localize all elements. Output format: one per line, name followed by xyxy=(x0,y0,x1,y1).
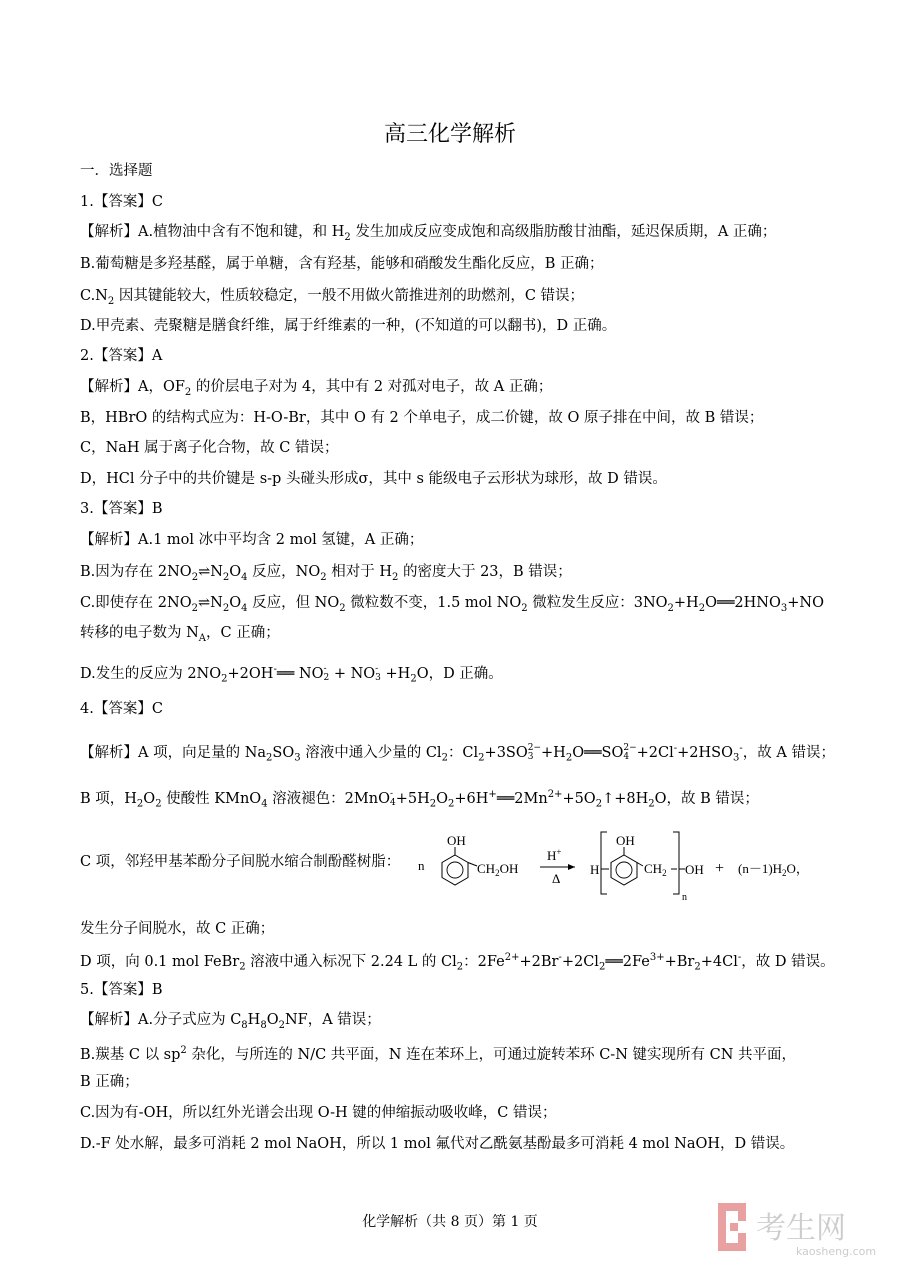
logo-url: kaosheng.com xyxy=(796,1245,877,1258)
heat-label: Δ xyxy=(552,871,561,886)
q1-explain-a: 【解析】A.植物油中含有不饱和键，和 $H_2$ 发生加成反应变成饱和高级脂肪酸甘油酯，延迟保质期，A 正确； xyxy=(80,224,777,243)
q2-explain-c: C，NaH 属于离子化合物，故 C 错误； xyxy=(80,440,339,456)
product-benzene-ring xyxy=(611,855,637,885)
q3-explain-c2: 转移的电子数为 $N_A$，C 正确； xyxy=(80,625,280,644)
reactant-n-label: n xyxy=(418,858,425,873)
q5-answer: 5.【答案】B xyxy=(80,982,163,998)
page-footer: 化学解析（共 8 页）第 1 页 xyxy=(362,1214,538,1230)
q1-explain-d: D.甲壳素、壳聚糖是膳食纤维，属于纤维素的一种，(不知道的可以翻书)，D 正确。 xyxy=(80,318,617,334)
q3-explain-d: D.发生的反应为 $2NO_2+2OH^-══$ NO - 2 + NO - 3 $+H_2O$，D 正确。 xyxy=(80,663,503,685)
reactant-oh-label: OH xyxy=(447,833,466,848)
q5-explain-b: B.羰基 C 以 $sp^2$ 杂化，与所连的 N/C 共平面，N 连在苯环上，可通过旋转苯环 C-N 键实现所有 CN 共平面， xyxy=(80,1045,796,1063)
page-title: 高三化学解析 xyxy=(383,122,516,147)
logo-text: 考生网 xyxy=(756,1211,846,1246)
equilibrium-arrow-icon: ⇌ xyxy=(197,595,211,611)
plus-sign: + xyxy=(715,860,725,877)
kaosheng-watermark-logo xyxy=(716,1195,886,1263)
q5-explain-a: 【解析】A.分子式应为 $C_8H_8O_2NF$，A 错误； xyxy=(80,1012,381,1031)
q4-explain-c: C 项，邻羟甲基苯酚分子间脱水缩合制酚醛树脂： xyxy=(80,854,401,870)
q4-explain-d: D 项，向 0.1 mol FeBr$_2$ 溶液中通入标况下 2.24 L 的 $Cl_2$：$2Fe^{2+}+2Br^-+2Cl_2══2Fe^{3+}+Br_2+4Cl^-$，故 D 错误。 xyxy=(80,952,835,973)
q1-answer: 1.【答案】C xyxy=(80,194,163,210)
q4-explain-c2: 发生分子间脱水，故 C 正确； xyxy=(80,921,275,937)
q5-explain-b2: B 正确； xyxy=(80,1074,139,1090)
equilibrium-arrow-icon: ⇌ xyxy=(198,564,211,580)
product-oh-label: OH xyxy=(616,833,635,848)
q3-explain-a: 【解析】A.1 mol 冰中平均含 2 mol 氢键，A 正确； xyxy=(80,532,424,548)
q3-explain-b: B.因为存在 $2NO_2\rightleftharpoons N_2O_4$ 反应，$NO_2$ 相对于 $H_2$ 的密度大于 23，B 错误； xyxy=(80,564,572,583)
q2-explain-b: B，HBrO 的结构式应为：H-O-Br，其中 O 有 2 个单电子，成二价键，故 O 原子排在中间，故 B 错误； xyxy=(80,410,764,426)
q4-explain-a: 【解析】A 项，向足量的 $Na_2SO_3$ 溶液中通入少量的 $Cl_2$：$Cl_2+3SO$ 2− 3 $+H_2O══SO$ 2− 4 $+2Cl^-+2HSO_3^-$，故 A 错误； xyxy=(80,742,835,764)
right-bracket xyxy=(673,832,679,894)
water-label: $(n-1)H_2O$， xyxy=(738,861,809,878)
catalyst-label: H+ xyxy=(547,847,562,863)
q3-answer: 3.【答案】B xyxy=(80,501,163,517)
q2-explain-a: 【解析】A，$OF_2$ 的价层电子对为 4，其中有 2 对孤对电子，故 A 正确； xyxy=(80,379,553,398)
product-h-label: H xyxy=(590,862,600,877)
q1-explain-b: B.葡萄糖是多羟基醛，属于单糖，含有羟基，能够和硝酸发生酯化反应，B 正确； xyxy=(80,256,604,272)
phenol-formaldehyde-reaction-diagram xyxy=(415,828,835,903)
logo-mark-icon xyxy=(718,1203,746,1251)
section-heading: 一．选择题 xyxy=(80,163,153,179)
q1-explain-c: $C.N_2$ 因其键能较大，性质较稳定，一般不用做火箭推进剂的助燃剂，C 错误； xyxy=(80,288,585,307)
q4-explain-b: B 项，$H_2O_2$ 使酸性 KMnO$_4$ 溶液褪色：2MnO - 4 $+5H_2O_2+6H^+══2Mn^{2+}+5O_2↑+8H_2O$，故 B 错误； xyxy=(80,788,759,810)
product-ch2-label: $CH_2$ xyxy=(644,861,667,878)
q2-answer: 2.【答案】A xyxy=(80,348,163,364)
q4-answer: 4.【答案】C xyxy=(80,701,163,717)
reactant-ch2oh-label: $CH_2OH$ xyxy=(477,861,519,878)
q3-explain-c: C.即使存在 $2NO_2\rightleftharpoons N_2O_4$ 反应，但 $NO_2$ 微粒数不变，1.5 mol $NO_2$ 微粒发生反应：$3NO_2+H_2O══2HNO_3+NO$ xyxy=(80,595,824,614)
repeat-unit-n: n xyxy=(682,892,687,903)
q5-explain-c: C.因为有-OH，所以红外光谱会出现 O-H 键的伸缩振动吸收峰，C 错误； xyxy=(80,1105,557,1121)
reactant-benzene-ring xyxy=(442,855,468,885)
q2-explain-d: D，HCl 分子中的共价键是 s-p 头碰头形成σ，其中 s 能级电子云形状为球形，故 D 错误。 xyxy=(80,471,667,487)
product-end-oh-label: OH xyxy=(685,862,704,877)
q5-explain-d: D.-F 处水解，最多可消耗 2 mol NaOH，所以 1 mol 氟代对乙酰氨基酚最多可消耗 4 mol NaOH，D 错误。 xyxy=(80,1136,795,1152)
left-bracket xyxy=(601,832,607,894)
